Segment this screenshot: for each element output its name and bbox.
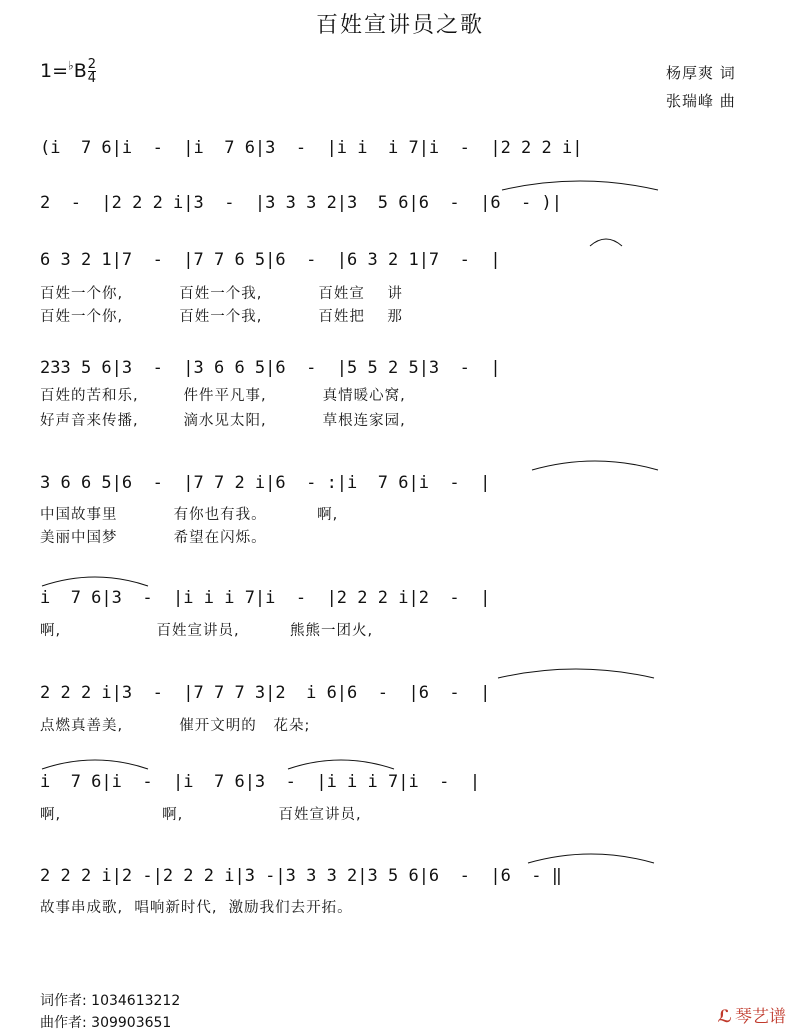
site-logo (717, 1002, 786, 1027)
lyric-line: 百姓的苦和乐, 件件平凡事, 真情暖心窝, (40, 388, 406, 404)
lyric-line: 啊, 啊, 百姓宣讲员, (40, 807, 362, 823)
time-denominator: 4 (87, 71, 97, 86)
notation-row: 3 6 6 5|6 - |7 7 2 i|6 - :|i 7 6|i - | (40, 473, 491, 493)
lyric-line: 美丽中国梦 希望在闪烁。 (40, 530, 267, 546)
time-signature (88, 58, 96, 85)
lyric-line: 好声音来传播, 滴水见太阳, 草根连家园, (40, 413, 406, 429)
lyric-line: 故事串成歌, 唱响新时代, 激励我们去开拓。 (40, 900, 353, 916)
notation-row: i 7 6|3 - |i i i 7|i - |2 2 2 i|2 - | (40, 588, 491, 608)
notation-row: 2 - |2 2 2 i|3 - |3 3 3 2|3 5 6|6 - |6 - )| (40, 193, 562, 213)
composer-credit: 张瑞峰 曲 (666, 92, 736, 110)
key-signature (40, 58, 96, 85)
notation-row: 6 3 2 1|7 - |7 7 6 5|6 - |6 3 2 1|7 - | (40, 250, 501, 270)
notation-row: 2 2 2 i|3 - |7 7 7 3|2 i 6|6 - |6 - | (40, 683, 491, 703)
lyric-line: 点燃真善美, 催开文明的 花朵; (40, 718, 311, 734)
key-note: B (73, 60, 87, 82)
notation-row: i 7 6|i - |i 7 6|3 - |i i i 7|i - | (40, 772, 481, 792)
slur-mark (500, 178, 660, 192)
slur-mark (40, 574, 150, 588)
slur-mark (588, 236, 624, 248)
notation-row: 233 5 6|3 - |3 6 6 5|6 - |5 5 2 5|3 - | (40, 358, 501, 378)
song-title: 百姓宣讲员之歌 (315, 13, 484, 38)
lyric-line: 中国故事里 有你也有我。 啊, (40, 507, 339, 523)
logo-icon: ℒ (717, 1007, 732, 1027)
lyricist-credit: 杨厚爽 词 (666, 64, 736, 82)
lyric-line: 百姓一个你, 百姓一个我, 百姓宣 讲 (40, 286, 403, 302)
slur-mark (286, 757, 396, 771)
flat-sign: ♭ (68, 58, 74, 73)
slur-mark (496, 666, 656, 680)
key-prefix: 1= (40, 60, 69, 82)
composer-id: 曲作者: 309903651 (40, 1015, 172, 1031)
lyric-line: 啊, 百姓宣讲员, 熊熊一团火, (40, 623, 374, 639)
notation-row: (i 7 6|i - |i 7 6|3 - |i i i 7|i - |2 2 2 i| (40, 138, 583, 158)
slur-mark (40, 757, 150, 771)
time-numerator: 2 (87, 57, 97, 72)
notation-row: 2 2 2 i|2 -|2 2 2 i|3 -|3 3 3 2|3 5 6|6 - |6 - ‖ (40, 866, 562, 886)
logo-text: 琴艺谱 (735, 1007, 786, 1027)
lyric-line: 百姓一个你, 百姓一个我, 百姓把 那 (40, 309, 403, 325)
lyricist-id: 词作者: 1034613212 (40, 993, 181, 1009)
slur-mark (530, 458, 660, 472)
slur-mark (526, 851, 656, 865)
